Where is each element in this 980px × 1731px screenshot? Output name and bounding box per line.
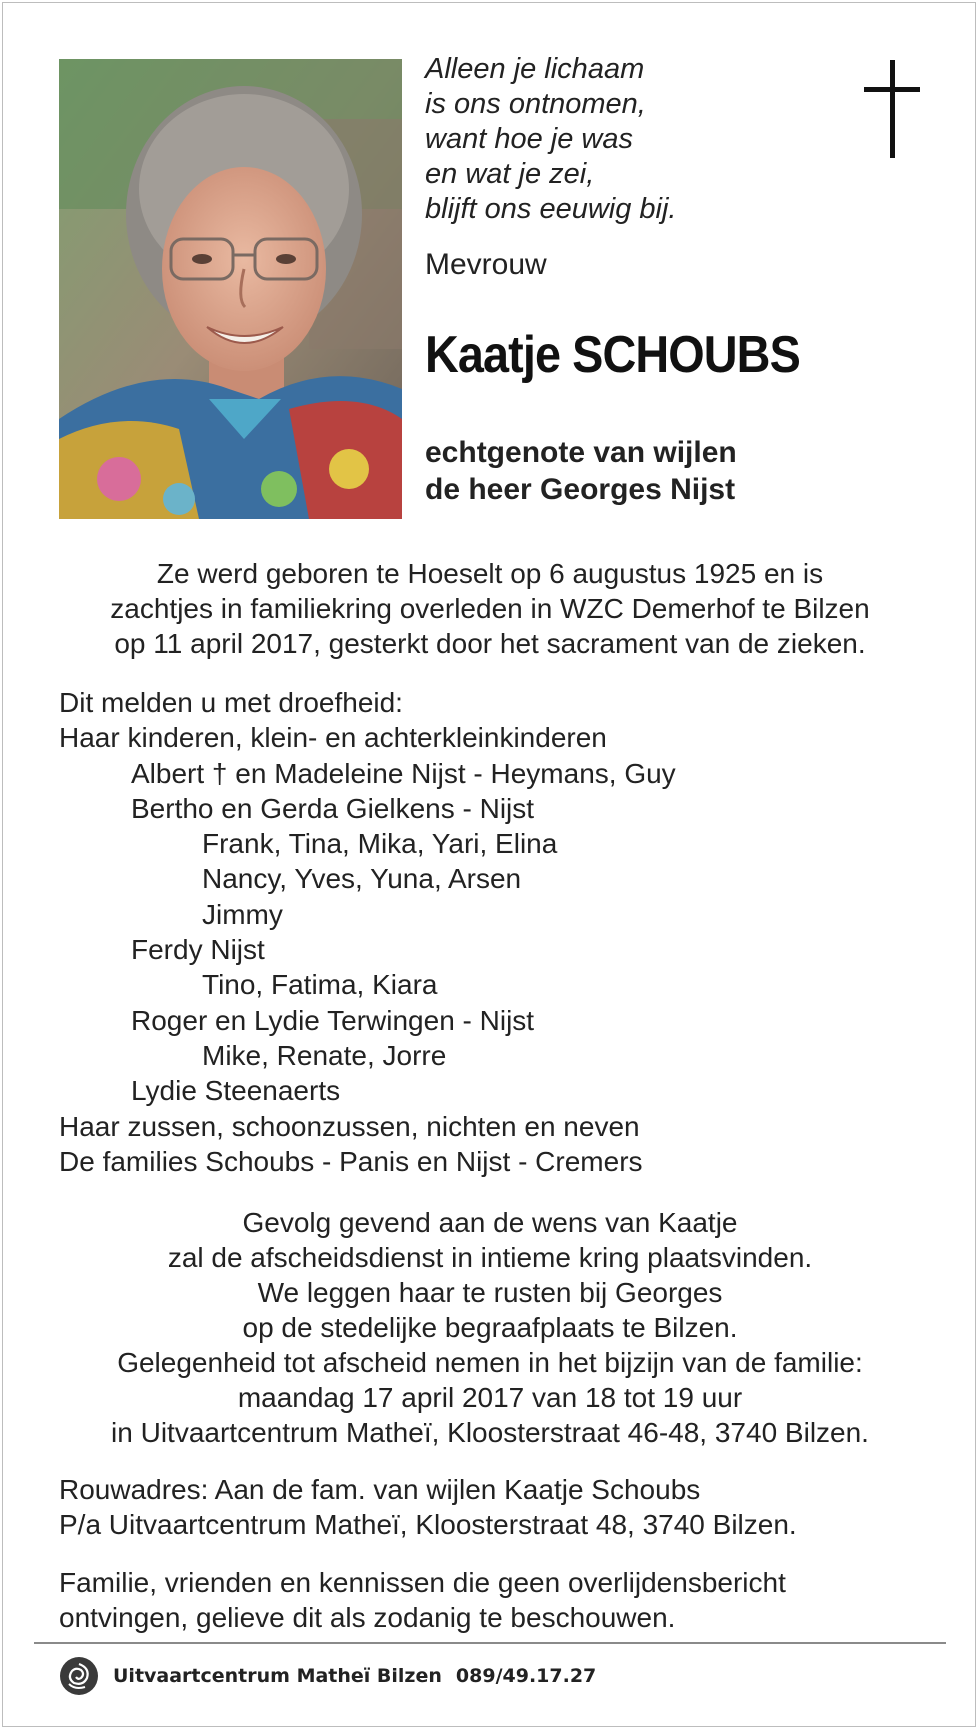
family-member: Ferdy Nijst [131, 934, 265, 966]
family-list [59, 685, 676, 1179]
notice-text [59, 1565, 786, 1635]
family-intro: Dit melden u met droefheid: [59, 687, 403, 718]
family-member: Lydie Steenaerts [131, 1075, 341, 1107]
family-member: Mike, Renate, Jorre [202, 1039, 447, 1071]
cross-icon [864, 60, 920, 163]
text-line: Rouwadres: Aan de fam. van wijlen Kaatje Schoubs [59, 1474, 701, 1505]
text-line: op de stedelijke begraafplaats te Bilzen. [242, 1312, 738, 1343]
footer [59, 1656, 596, 1696]
text-line: Ze werd geboren te Hoeselt op 6 augustus 1925 en is [156, 558, 824, 589]
text-line: P/a Uitvaartcentrum Matheï, Kloosterstraat 48, 3740 Bilzen. [59, 1509, 797, 1540]
company-phone: 089/49.17.27 [455, 1665, 597, 1687]
text-line: Familie, vrienden en kennissen die geen overlijdensbericht [59, 1567, 786, 1598]
text-line: op 11 april 2017, gesterkt door het sacrament van de zieken. [114, 628, 866, 659]
family-member: Bertho en Gerda Gielkens - Nijst [131, 792, 535, 824]
text-line: zal de afscheidsdienst in intieme kring plaatsvinden. [167, 1242, 813, 1273]
family-member: Tino, Fatima, Kiara [202, 969, 438, 1001]
poem-line: Alleen je lichaam [425, 53, 645, 85]
family-member: Roger en Lydie Terwingen - Nijst [131, 1004, 535, 1036]
rouwadres [59, 1472, 797, 1542]
portrait-photo [59, 59, 402, 519]
text-line: zachtjes in familiekring overleden in WZC Demerhof te Bilzen [110, 593, 870, 624]
company-name: Uitvaartcentrum Matheï Bilzen [113, 1665, 442, 1687]
text-line: ontvingen, gelieve dit als zodanig te beschouwen. [59, 1602, 676, 1633]
children-heading: Haar kinderen, klein- en achterkleinkinderen [59, 722, 607, 754]
family-member: Nancy, Yves, Yuna, Arsen [202, 863, 522, 895]
spouse-line: echtgenote van wijlen [425, 436, 737, 469]
poem-line: blijft ons eeuwig bij. [425, 193, 677, 225]
text-line: maandag 17 april 2017 van 18 tot 19 uur [237, 1382, 743, 1413]
poem [425, 52, 676, 227]
text-line: Gelegenheid tot afscheid nemen in het bijzijn van de familie: [117, 1347, 863, 1378]
text-line: Gevolg gevend aan de wens van Kaatje [242, 1207, 738, 1238]
footer-divider [34, 1642, 946, 1644]
spouse-line: de heer Georges Nijst [425, 473, 736, 506]
siblings-line: Haar zussen, schoonzussen, nichten en neven [59, 1110, 640, 1142]
spouse-info [425, 434, 737, 508]
rose-logo-icon [59, 1656, 99, 1696]
family-member: Albert † en Madeleine Nijst - Heymans, Guy [131, 757, 676, 789]
family-member: Frank, Tina, Mika, Yari, Elina [202, 828, 558, 860]
text-line: in Uitvaartcentrum Matheï, Kloosterstraat 46-48, 3740 Bilzen. [111, 1417, 869, 1448]
birth-death-text [30, 556, 950, 661]
family-member: Jimmy [202, 898, 283, 930]
ceremony-text [30, 1205, 950, 1450]
poem-line: en wat je zei, [425, 158, 595, 190]
poem-line: want hoe je was [425, 123, 633, 155]
deceased-name: Kaatje SCHOUBS [425, 326, 800, 384]
salutation: Mevrouw [425, 248, 547, 281]
families-line: De families Schoubs - Panis en Nijst - Cremers [59, 1145, 643, 1177]
poem-line: is ons ontnomen, [425, 88, 646, 120]
text-line: We leggen haar te rusten bij Georges [257, 1277, 723, 1308]
